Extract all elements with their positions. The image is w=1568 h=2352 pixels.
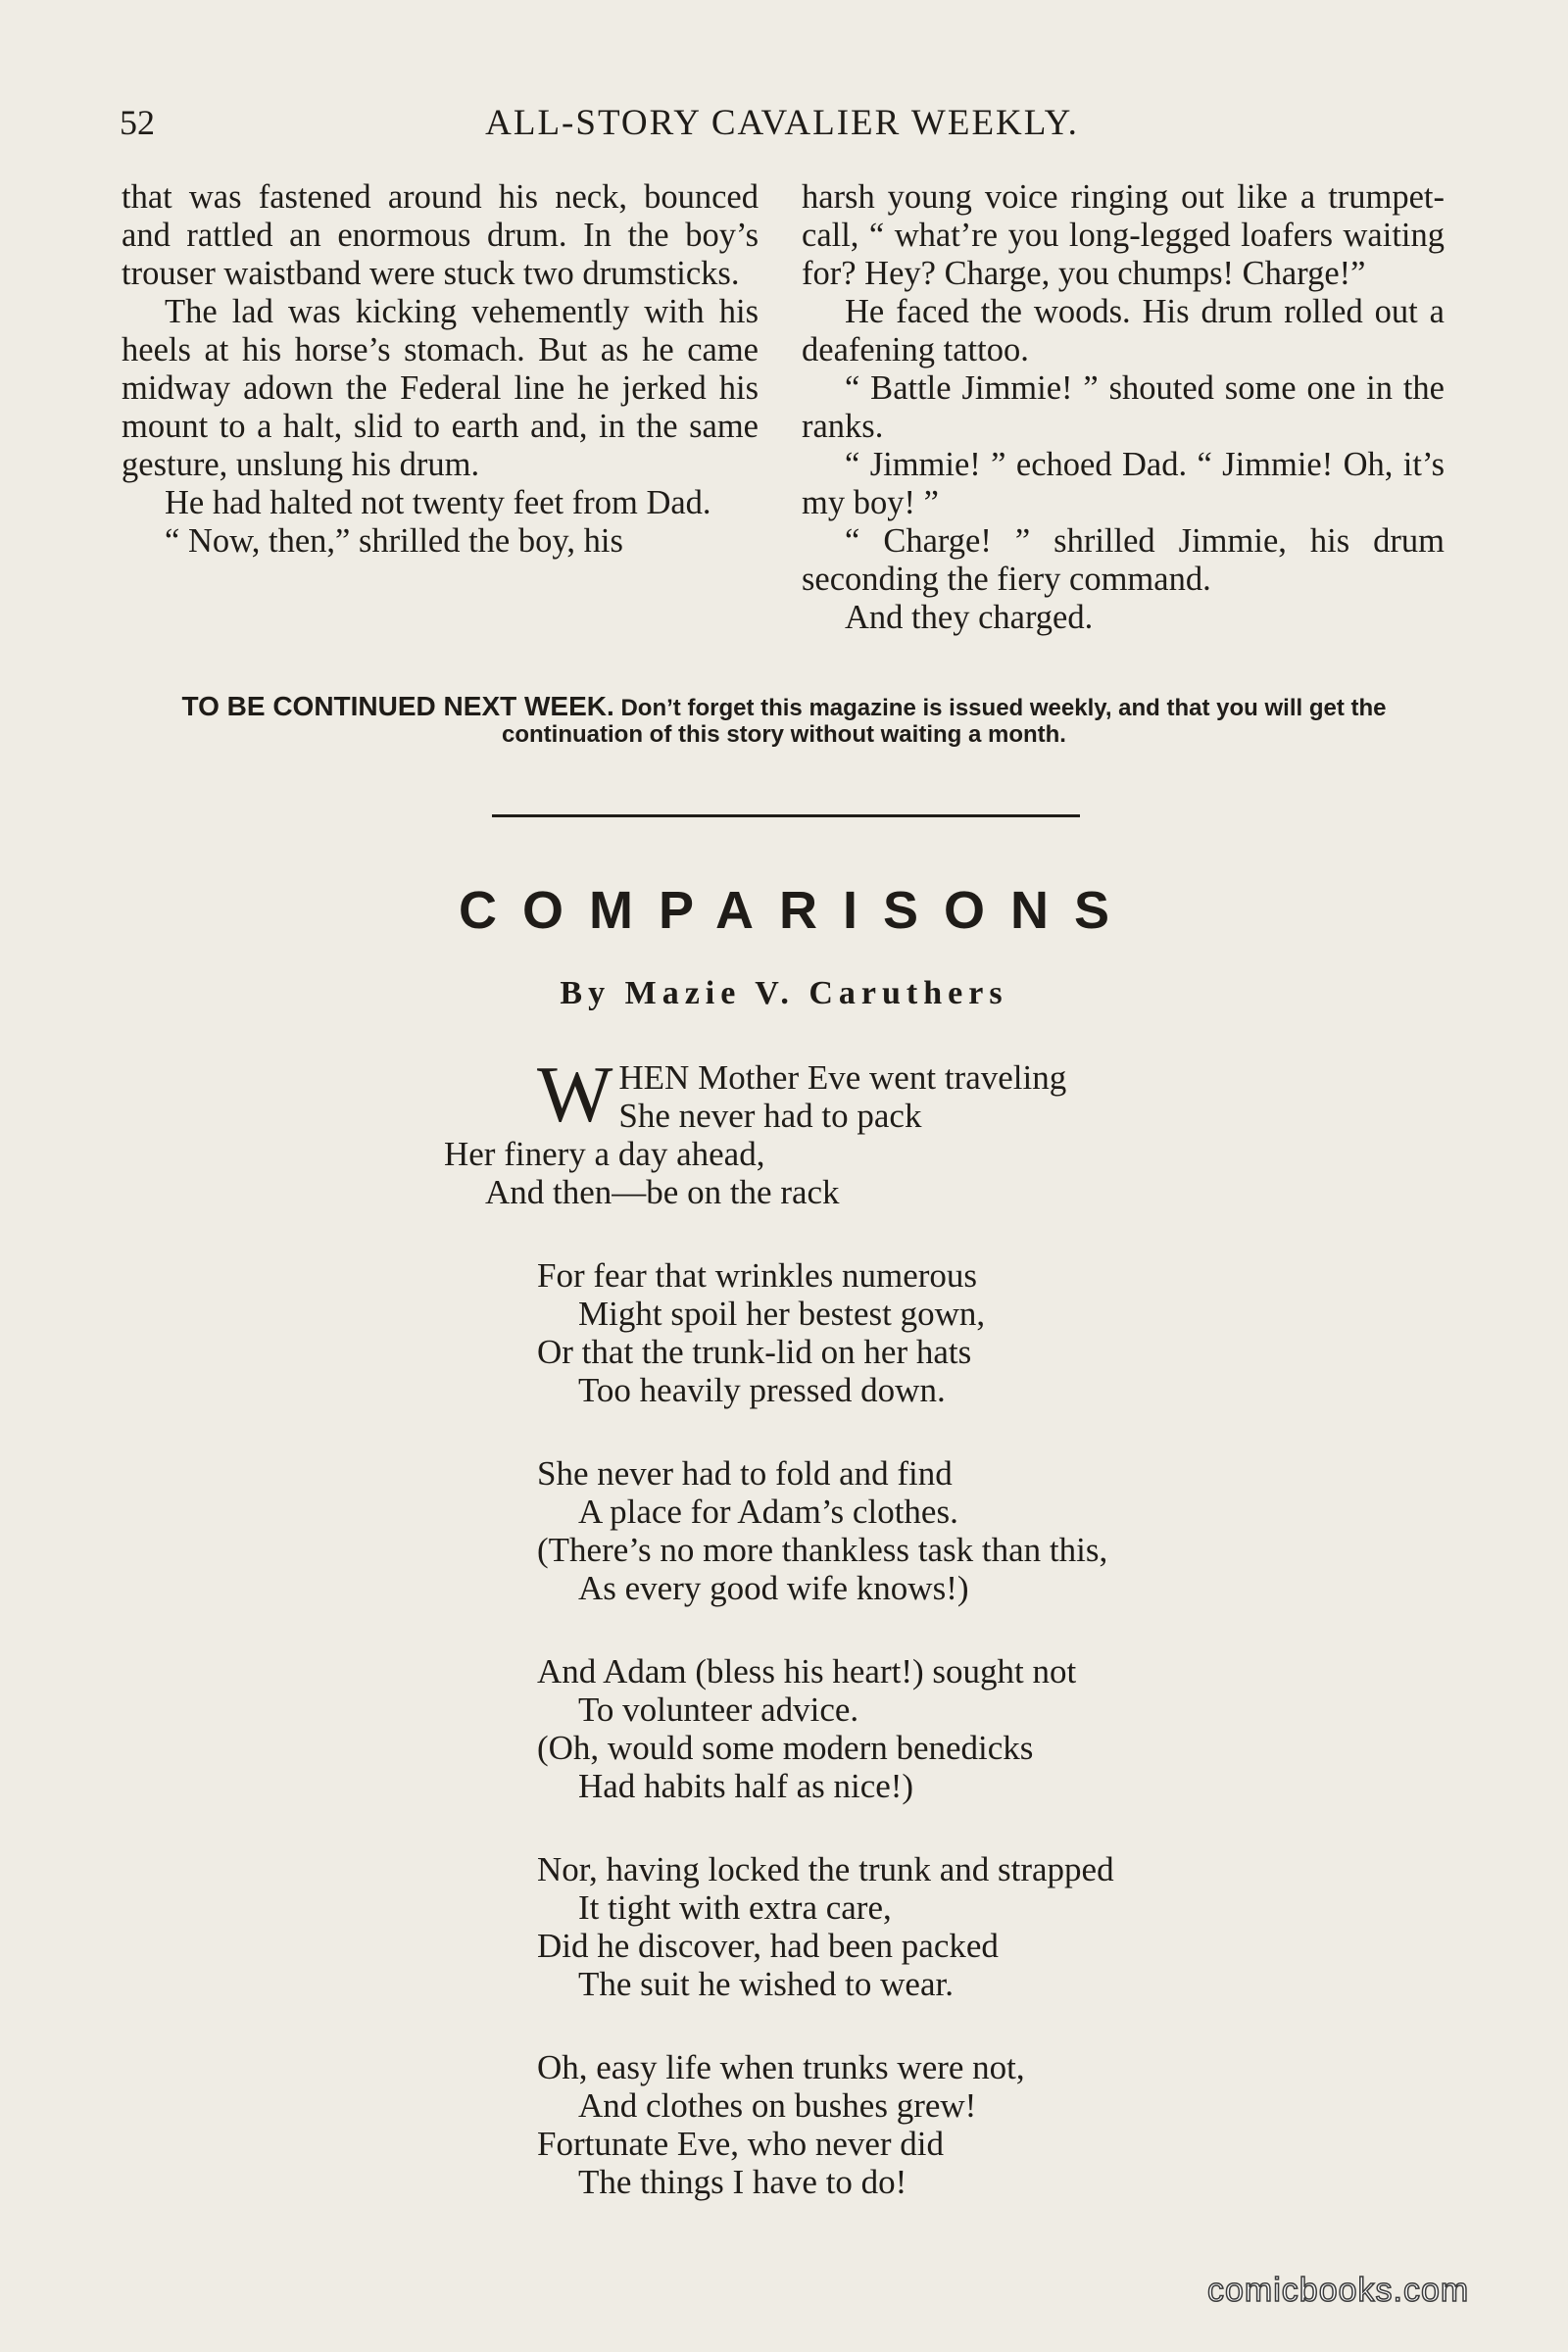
page-header (120, 102, 1445, 151)
poem-line: (Oh, would some modern benedicks (537, 1729, 1034, 1767)
poem-line: She never had to pack (618, 1097, 922, 1135)
poem-line: Or that the trunk-lid on her hats (537, 1333, 972, 1371)
poem-line: And then—be on the rack (485, 1173, 840, 1211)
continued-text: Don’t forget this magazine is issued weekly, and that you will get the continuation of this story without waiting a month. (502, 695, 1387, 748)
site-watermark: comicbooks.com (1207, 2272, 1470, 2309)
poem-line: Oh, easy life when trunks were not, (537, 2048, 1025, 2086)
continued-lead: TO BE CONTINUED NEXT WEEK. (181, 691, 614, 721)
story-right-column (802, 178, 1445, 637)
poem-line: (There’s no more thankless task than this, (537, 1531, 1108, 1569)
poem-body (444, 1050, 1321, 2246)
poem-line: She never had to fold and find (537, 1454, 953, 1493)
poem-line: HEN Mother Eve went traveling (618, 1058, 1067, 1097)
running-head: ALL-STORY CAVALIER WEEKLY. (485, 103, 1079, 143)
poem-line: And clothes on bushes grew! (578, 2086, 977, 2125)
story-paragraph: harsh young voice ringing out like a trumpet-call, “ what’re you long-legged loafers waiting for? Hey? Charge, you chumps! Charge!” (802, 178, 1445, 292)
story-paragraph: that was fastened around his neck, bounced and rattled an enormous drum. In the boy’s trouser waistband were stuck two drumsticks. (122, 178, 759, 292)
poem-stanza (537, 1850, 1321, 2003)
story-paragraph: “ Jimmie! ” echoed Dad. “ Jimmie! Oh, it’s my boy! ” (802, 446, 1445, 521)
poem-stanza (537, 1454, 1321, 1607)
poem-line: For fear that wrinkles numerous (537, 1256, 978, 1295)
page-number: 52 (120, 103, 155, 142)
story-paragraph: He had halted not twenty feet from Dad. (165, 484, 711, 521)
section-divider (492, 814, 1080, 817)
story-paragraph: He faced the woods. His drum rolled out a deafening tattoo. (802, 293, 1445, 368)
poem-line: It tight with extra care, (578, 1888, 892, 1927)
poem-line: The suit he wished to wear. (578, 1965, 954, 2003)
poem-line: Too heavily pressed down. (578, 1371, 946, 1409)
story-left-column (122, 178, 759, 561)
poem-line: The things I have to do! (578, 2163, 907, 2201)
story-paragraph: “ Now, then,” shrilled the boy, his (165, 522, 623, 560)
drop-cap: W (537, 1050, 613, 1139)
poem-line: And Adam (bless his heart!) sought not (537, 1652, 1077, 1690)
poem-line: A place for Adam’s clothes. (578, 1493, 958, 1531)
poem-title: COMPARISONS (458, 881, 1136, 940)
continued-notice (122, 693, 1446, 748)
story-paragraph: “ Battle Jimmie! ” shouted some one in the ranks. (802, 369, 1445, 445)
poem-line: As every good wife knows!) (578, 1569, 969, 1607)
story-paragraph: The lad was kicking vehemently with his heels at his horse’s stomach. But as he came midway adown the Federal line he jerked his mount to a halt, slid to earth and, in the same gesture, unslung his drum. (122, 293, 759, 483)
poem-line: Her finery a day ahead, (444, 1135, 765, 1173)
poem-line: Fortunate Eve, who never did (537, 2125, 945, 2163)
poem-byline: By Mazie V. Caruthers (560, 975, 1008, 1011)
poem-stanza (537, 2048, 1321, 2201)
story-paragraph: And they charged. (845, 599, 1094, 636)
poem-line: To volunteer advice. (578, 1690, 859, 1729)
poem-line: Had habits half as nice!) (578, 1767, 914, 1805)
poem-stanza (537, 1256, 1321, 1409)
poem-line: Might spoil her bestest gown, (578, 1295, 986, 1333)
poem-line: Did he discover, had been packed (537, 1927, 999, 1965)
poem-line: Nor, having locked the trunk and strapped (537, 1850, 1114, 1888)
story-paragraph: “ Charge! ” shrilled Jimmie, his drum seconding the fiery command. (802, 522, 1445, 598)
poem-stanza (444, 1050, 1321, 1211)
poem-stanza (537, 1652, 1321, 1805)
